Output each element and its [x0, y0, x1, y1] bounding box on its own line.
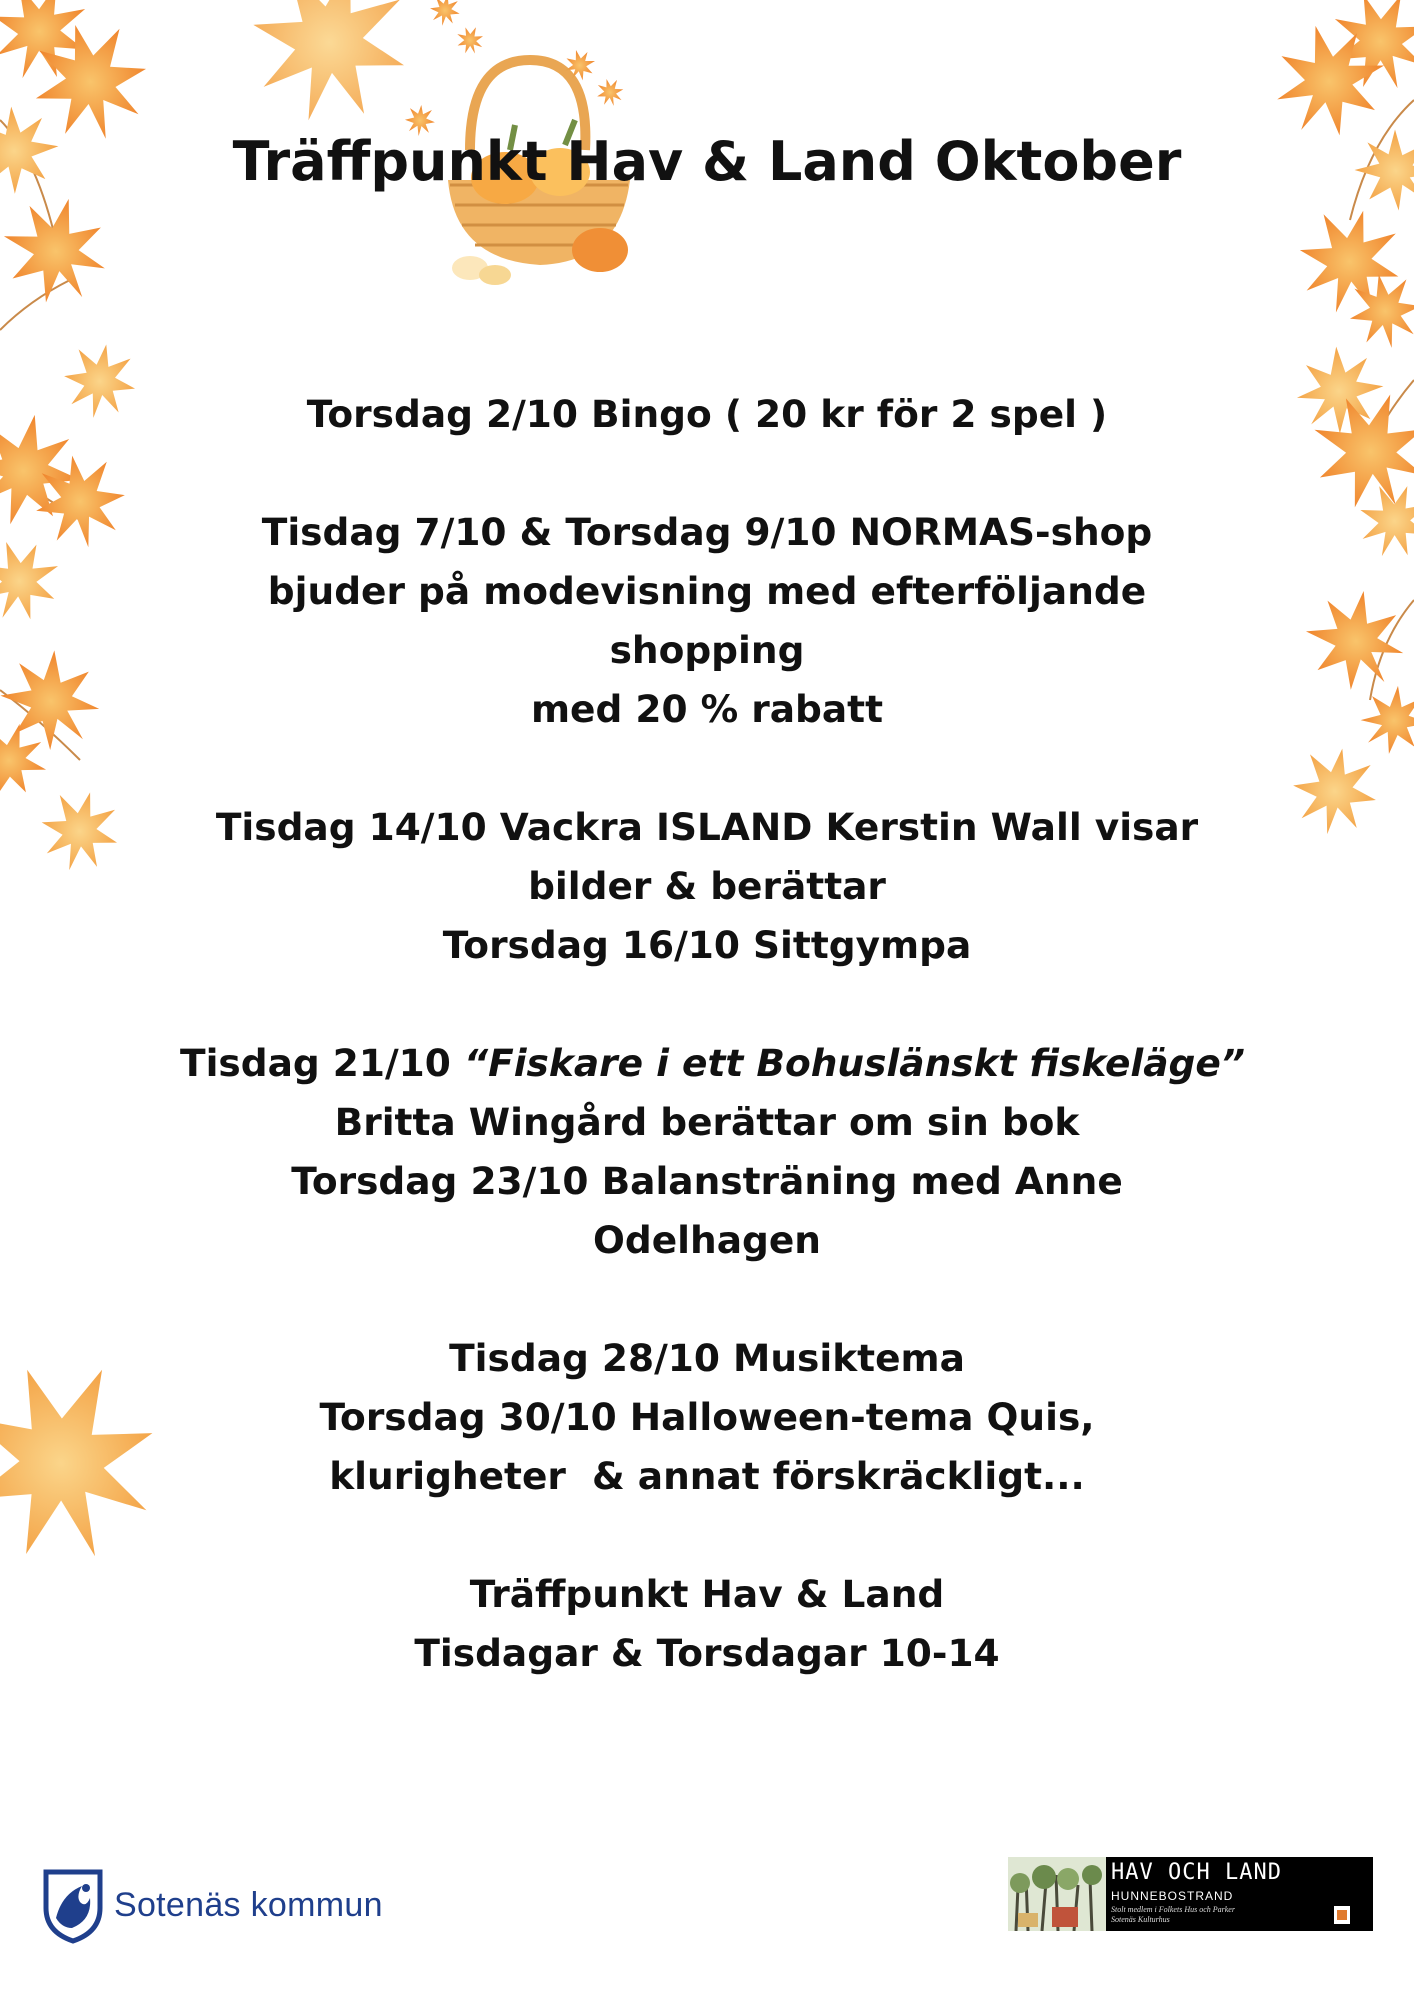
venue-logo-tagline: Sotenäs Kulturhus — [1111, 1915, 1170, 1924]
event-line: Tisdag 7/10 & Torsdag 9/10 NORMAS-shop — [261, 510, 1153, 554]
event-line: bilder & berättar — [528, 864, 886, 908]
event-schedule — [180, 385, 1245, 1683]
event-line: Britta Wingård berättar om sin bok — [334, 1100, 1080, 1144]
venue-logo-title: HAV OCH LAND — [1111, 1860, 1282, 1885]
event-block-music-halloween — [180, 1329, 1234, 1506]
municipality-name: Sotenäs kommun — [114, 1886, 383, 1924]
sotenas-kommun-logo — [42, 1868, 422, 1948]
village-illustration-icon — [1008, 1857, 1106, 1931]
event-line: klurigheter & annat förskräckligt... — [329, 1454, 1085, 1498]
event-line: Torsdag 16/10 Sittgympa — [442, 923, 972, 967]
event-line: Odelhagen — [593, 1218, 821, 1262]
event-block-fashion-show — [180, 503, 1234, 739]
event-line: Torsdag 2/10 Bingo ( 20 kr för 2 spel ) — [306, 392, 1108, 436]
opening-hours: Tisdagar & Torsdagar 10-14 — [414, 1631, 1000, 1675]
venue-logo-tagline: Stolt medlem i Folkets Hus och Parker — [1111, 1905, 1235, 1914]
event-line: bjuder på modevisning med efterföljande — [267, 569, 1147, 613]
event-line — [180, 1034, 1245, 1093]
venue-name: Träffpunkt Hav & Land — [469, 1572, 945, 1616]
book-title: “Fiskare i ett Bohuslänskt fiskeläge” — [463, 1041, 1245, 1085]
event-line: Tisdag 28/10 Musiktema — [449, 1336, 965, 1380]
event-line: Torsdag 30/10 Halloween-tema Quis, — [319, 1395, 1095, 1439]
event-line: shopping — [609, 628, 805, 672]
event-block-bingo — [180, 385, 1234, 444]
event-line: Torsdag 23/10 Balansträning med Anne — [291, 1159, 1123, 1203]
hav-och-land-logo — [1008, 1857, 1373, 1931]
page-title: Träffpunkt Hav & Land Oktober — [232, 130, 1182, 193]
event-line: med 20 % rabatt — [530, 687, 884, 731]
venue-logo-subtitle: HUNNEBOSTRAND — [1111, 1889, 1234, 1903]
municipality-shield-icon — [42, 1868, 104, 1944]
event-block-island — [180, 798, 1234, 975]
event-block-book-talk — [180, 1034, 1245, 1270]
event-line-prefix: Tisdag 21/10 — [180, 1041, 464, 1085]
folkets-hus-mark-icon — [1333, 1905, 1351, 1925]
event-line: Tisdag 14/10 Vackra ISLAND Kerstin Wall visar — [215, 805, 1199, 849]
opening-hours-block — [180, 1565, 1234, 1683]
